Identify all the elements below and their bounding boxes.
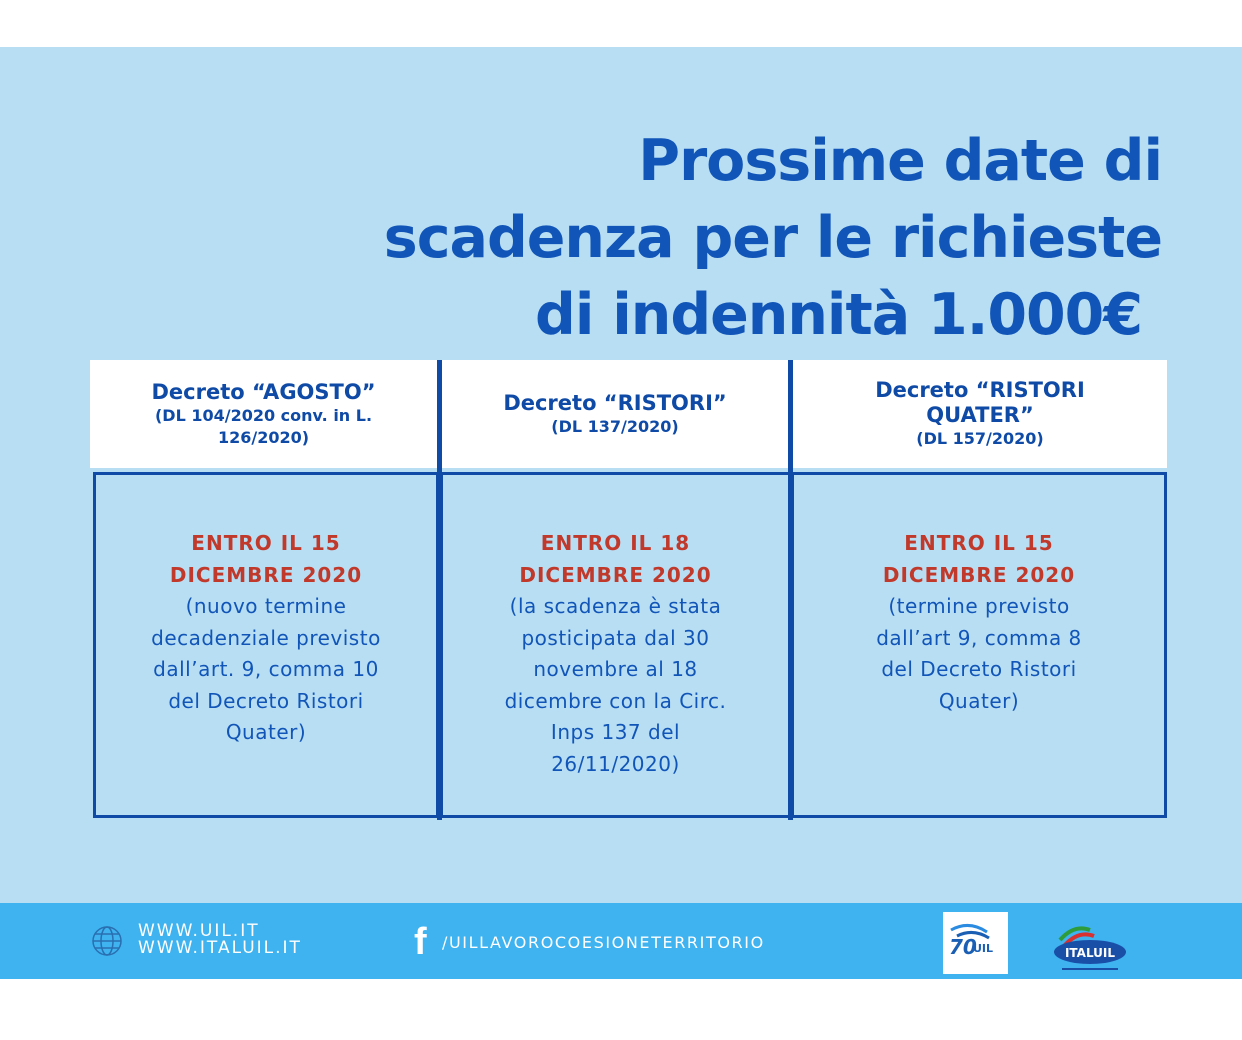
uil-logo-graphic <box>943 912 1008 974</box>
column-heading: Decreto “AGOSTO” <box>151 379 376 404</box>
footer <box>0 903 1242 979</box>
deadline-line-1: ENTRO IL 18 <box>540 531 691 555</box>
column-heading: Decreto “RISTORI” <box>503 390 727 415</box>
deadline-line-2: DICEMBRE 2020 <box>882 563 1076 587</box>
poster <box>0 47 1242 903</box>
italuil-logo-graphic <box>1048 918 1138 976</box>
column-header-agosto <box>90 360 437 468</box>
column-divider <box>437 360 442 820</box>
italuil-logo-text: ITALUIL <box>1064 946 1116 960</box>
website-link-italuil[interactable]: WWW.ITALUIL.IT <box>138 938 302 958</box>
uil-logo <box>943 912 1008 974</box>
column-divider <box>788 360 793 820</box>
column-header-ristori <box>442 360 788 468</box>
column-reference: (DL 104/2020 conv. in L. 126/2020) <box>154 405 373 447</box>
deadline-note: (nuovo termine decadenziale previsto dall’art. 9, comma 10 del Decreto Ristori Quater) <box>151 594 381 744</box>
deadline-note: (la scadenza è stata posticipata dal 30 novembre al 18 dicembre con la Circ. Inps 137 del 26/11/2020) <box>504 594 727 776</box>
page-title <box>162 123 1162 354</box>
deadline-line-1: ENTRO IL 15 <box>904 531 1054 555</box>
website-links <box>138 923 302 957</box>
facebook-icon[interactable]: f <box>414 921 427 963</box>
uil-logo-number: 70 <box>949 935 977 959</box>
column-reference: (DL 157/2020) <box>916 429 1044 448</box>
column-body-ristori-quater <box>791 472 1167 818</box>
title-line-1: Prossime date di <box>638 128 1162 194</box>
column-heading: Decreto “RISTORI QUATER” <box>875 378 1085 427</box>
title-line-3: di indennità 1.000€ <box>535 282 1142 348</box>
deadline-note: (termine previsto dall’art 9, comma 8 del Decreto Ristori Quater) <box>876 594 1082 713</box>
deadline-line-2: DICEMBRE 2020 <box>519 563 712 587</box>
title-line-2: scadenza per le richieste <box>383 205 1162 271</box>
column-body-agosto <box>93 472 439 818</box>
website-link-uil[interactable]: WWW.UIL.IT <box>138 921 260 941</box>
column-reference: (DL 137/2020) <box>551 416 679 436</box>
column-body-ristori <box>440 472 791 818</box>
column-header-ristori-quater <box>793 360 1167 468</box>
uil-logo-text: UIL <box>973 942 994 955</box>
facebook-page-link[interactable]: /UILLAVOROCOESIONETERRITORIO <box>442 933 765 952</box>
italuil-logo <box>1048 918 1138 976</box>
deadline-line-2: DICEMBRE 2020 <box>169 563 363 587</box>
deadlines-table <box>90 360 1167 820</box>
deadline-line-1: ENTRO IL 15 <box>191 531 341 555</box>
globe-icon <box>91 925 123 957</box>
